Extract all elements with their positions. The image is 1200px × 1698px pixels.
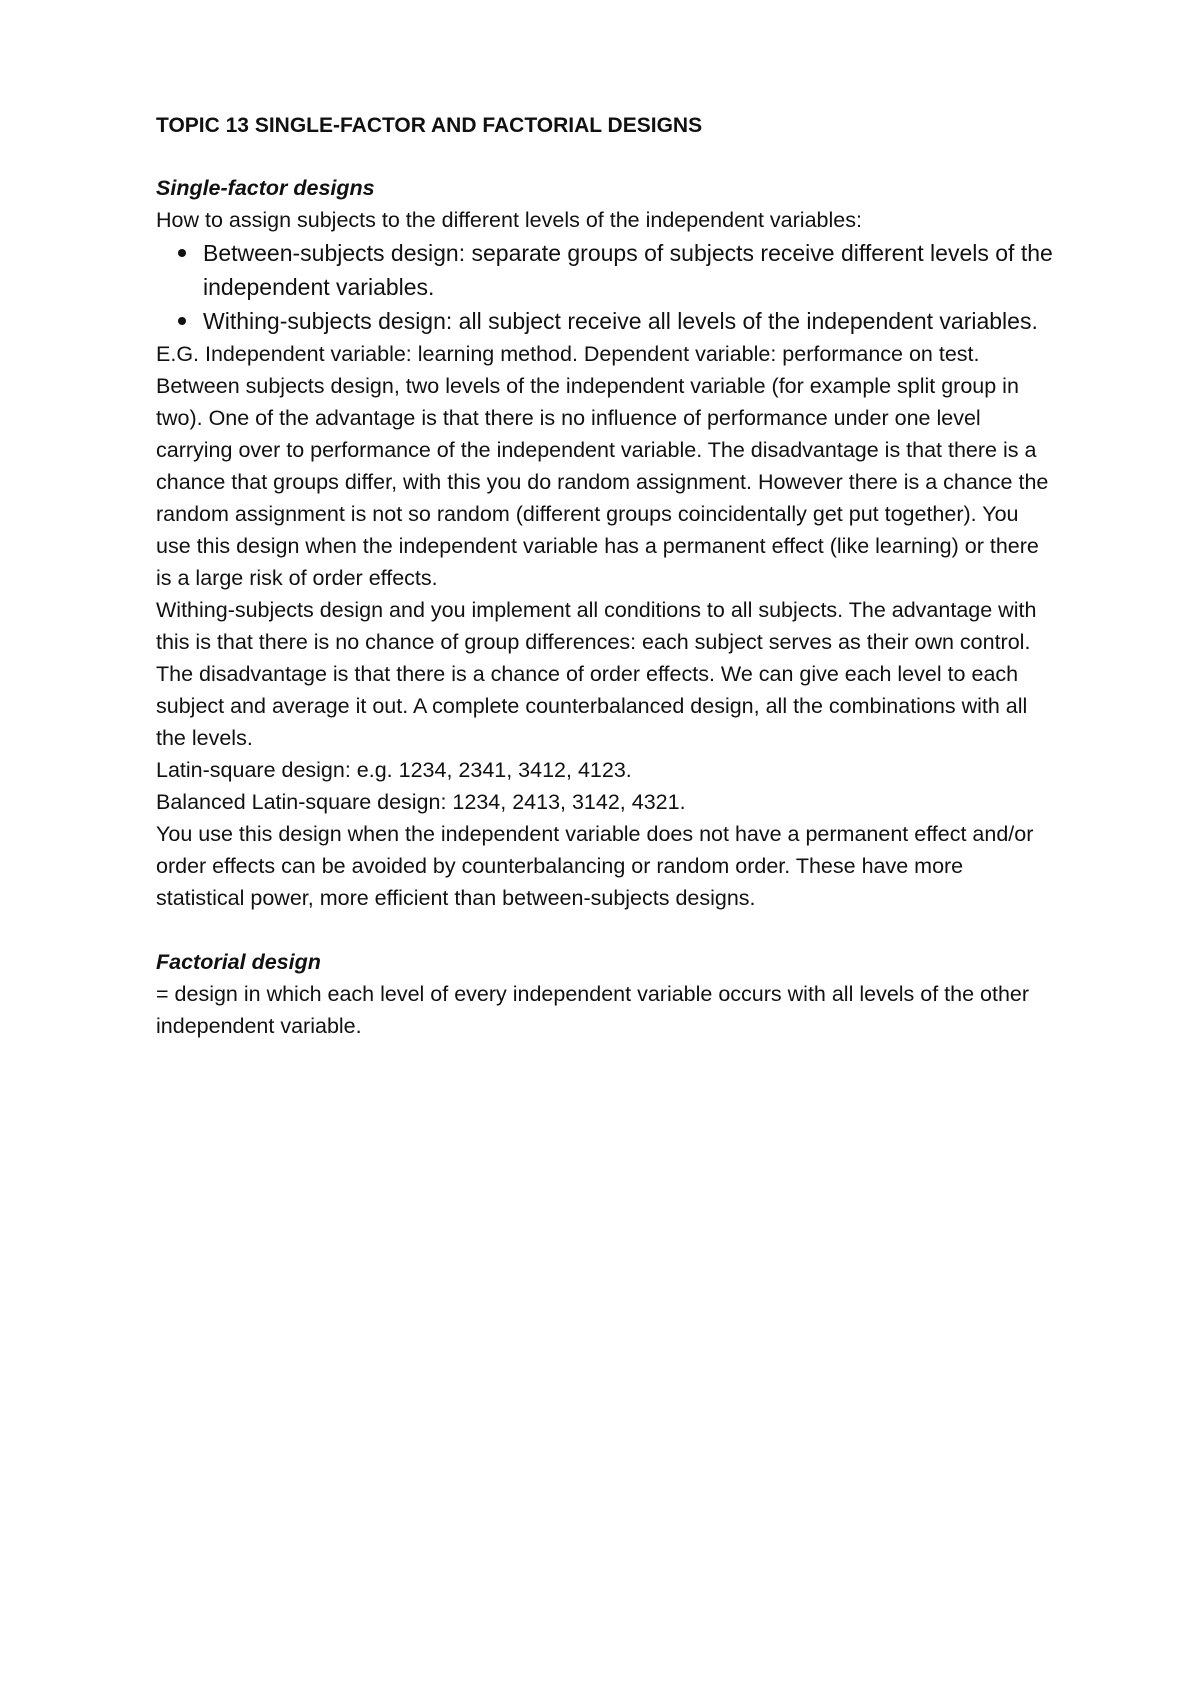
paragraph-balanced-latin-square: Balanced Latin-square design: 1234, 2413, 3142, 4321. — [156, 790, 686, 814]
paragraph-example: E.G. Independent variable: learning method. Dependent variable: performance on test. — [156, 342, 980, 366]
paragraph-between-subjects: Between subjects design, two levels of the independent variable (for example split group in two). One of the advantage is that there is no influence of performance under one level carrying over to performance of the independent variable. The disadvantage is that there is a chance that groups differ, with this you do random assignment. However there is a chance the random assignment is not so random (different groups coincidentally get put together). You use this design when the independent variable has a permanent effect (like learning) or there is a large risk of order effects. — [156, 374, 1049, 590]
paragraph-factorial-definition: = design in which each level of every independent variable occurs with all levels of the other independent variable. — [156, 982, 1030, 1038]
section-heading-single-factor: Single-factor designs — [156, 176, 375, 200]
bullet-dot-icon — [178, 249, 186, 257]
paragraph-when-to-use: You use this design when the independent variable does not have a permanent effect and/or order effects can be avoided by counterbalancing or random order. These have more statistical power, more efficient than between-subjects designs. — [156, 822, 1034, 910]
list-item-text: Between-subjects design: separate groups of subjects receive different levels of the independent variables. — [203, 240, 1053, 300]
paragraph-within-subjects: Withing-subjects design and you implement all conditions to all subjects. The advantage with this is that there is no chance of group differences: each subject serves as their own control. The disadvantage is that there is a chance of order effects. We can give each level to each subject and average it out. A complete counterbalanced design, all the combinations with all the levels. — [156, 598, 1037, 750]
document-title: TOPIC 13 SINGLE-FACTOR AND FACTORIAL DESIGNS — [156, 114, 703, 137]
list-item — [156, 236, 1056, 304]
section-intro: How to assign subjects to the different levels of the independent variables: — [156, 208, 862, 232]
list-item — [156, 304, 1056, 338]
paragraph-latin-square: Latin-square design: e.g. 1234, 2341, 3412, 4123. — [156, 758, 632, 782]
section-heading-factorial: Factorial design — [156, 950, 321, 974]
list-item-text: Withing-subjects design: all subject receive all levels of the independent variables. — [203, 308, 1038, 334]
design-types-list — [156, 236, 1056, 338]
bullet-dot-icon — [178, 317, 186, 325]
document-content — [156, 110, 1056, 1042]
section-spacer — [156, 914, 1056, 946]
